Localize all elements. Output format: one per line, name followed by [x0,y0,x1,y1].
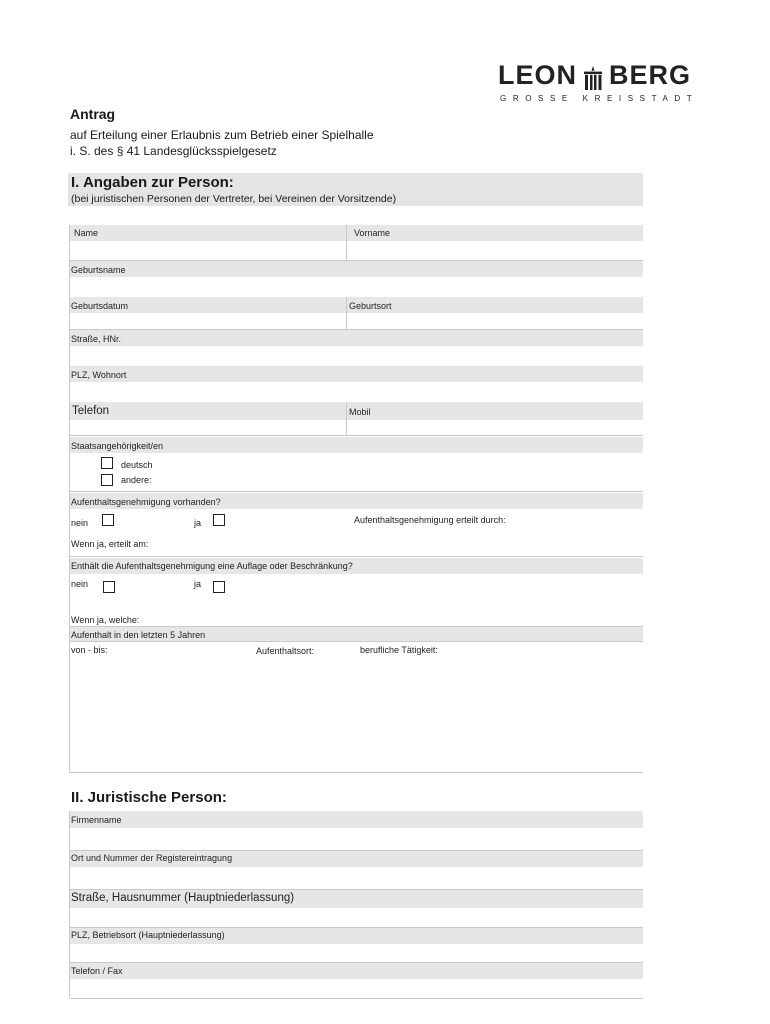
name-field[interactable] [72,241,344,260]
auflage-ja-checkbox[interactable] [213,581,225,593]
name-label: Name [74,228,99,238]
row-geburtsname-band [70,261,643,277]
telefon2-label: Telefon / Fax [71,966,123,976]
logo-subtitle: GROSSE KREISSTADT [500,94,699,103]
firmenname-field[interactable] [72,829,641,849]
aufenthaltsort-label: Aufenthaltsort: [256,646,315,656]
vorname-field[interactable] [348,241,641,260]
auflage-nein-checkbox[interactable] [103,581,115,593]
auflage-ja-label: ja [194,579,202,589]
row-firmenname-band [70,811,643,828]
subtitle-line-1: auf Erteilung einer Erlaubnis zum Betrieb einer Spielhalle [70,128,374,142]
telefon2-field[interactable] [72,980,641,996]
divider [70,641,643,642]
logo-word-left: LEON [498,60,578,90]
register-label: Ort und Nummer der Registereintragung [71,853,233,863]
von-bis-label: von - bis: [71,645,108,655]
section2-bottom-border [70,998,643,999]
deutsch-checkbox[interactable] [101,457,113,469]
aufenthalt-nein-checkbox[interactable] [102,514,114,526]
register-field[interactable] [72,868,641,888]
telefon-label: Telefon [72,405,110,417]
erteilt-am-label: Wenn ja, erteilt am: [71,539,149,549]
staat-label: Staatsangehörigkeit/en [71,441,164,451]
geburtsname-field[interactable] [72,278,641,296]
divider [70,435,643,436]
aufenthalt-nein-label: nein [71,518,89,528]
section2-title: II. Juristische Person: [71,789,227,806]
erteilt-durch-label: Aufenthaltsgenehmigung erteilt durch: [354,515,506,525]
geburt-divider [346,297,347,330]
geburtsort-field[interactable] [348,313,641,329]
row-plz-band [70,366,643,382]
logo-word-right: BERG [609,60,692,90]
strasse-field[interactable] [72,347,641,364]
section1-bottom-border [70,772,643,773]
plz-field[interactable] [72,383,641,401]
aufenthalt-question: Aufenthaltsgenehmigung vorhanden? [71,497,221,507]
mobil-label: Mobil [349,407,371,417]
strasse2-field[interactable] [72,909,641,926]
plz2-label: PLZ, Betriebsort (Hauptniederlassung) [71,930,225,940]
geburtsname-label: Geburtsname [71,265,126,275]
geburtsort-label: Geburtsort [349,301,392,311]
taetigkeit-label: berufliche Tätigkeit: [360,645,438,655]
aufenthalt-ja-checkbox[interactable] [213,514,225,526]
row-strasse-band [70,330,643,346]
plz2-field[interactable] [72,945,641,962]
name-divider [346,225,347,261]
andere-label: andere: [121,475,152,485]
telefon-field[interactable] [72,420,344,434]
strasse-label: Straße, HNr. [71,334,122,344]
aufenthalt-ja-label: ja [194,518,202,528]
geburtsdatum-label: Geburtsdatum [71,301,129,311]
logo-wordmark [498,60,691,90]
letzte5-field[interactable] [72,658,641,770]
plz-label: PLZ, Wohnort [71,370,127,380]
section1-note: (bei juristischen Personen der Vertreter, bei Vereinen der Vorsitzende) [71,193,397,205]
welche-label: Wenn ja, welche: [71,615,140,625]
vorname-label: Vorname [354,228,391,238]
mobil-field[interactable] [348,420,641,434]
tower-icon [578,66,608,90]
letzte5-label: Aufenthalt in den letzten 5 Jahren [71,630,206,640]
divider [70,556,643,557]
strasse2-label: Straße, Hausnummer (Hauptniederlassung) [71,892,295,904]
divider [70,491,643,492]
auflage-question: Enthält die Aufenthaltsgenehmigung eine Auflage oder Beschränkung? [71,561,353,571]
deutsch-label: deutsch [121,460,153,470]
subtitle-line-2: i. S. des § 41 Landesglücksspielgesetz [70,144,277,158]
firmenname-label: Firmenname [71,815,122,825]
auflage-nein-label: nein [71,579,89,589]
row-telefon2-band [70,963,643,979]
leonberg-logo [498,42,708,106]
form-title: Antrag [70,106,116,122]
form-subtitle [70,127,374,159]
telefon-divider [346,402,347,435]
andere-checkbox[interactable] [101,474,113,486]
geburtsdatum-field[interactable] [72,313,344,329]
section1-title: I. Angaben zur Person: [71,174,234,191]
